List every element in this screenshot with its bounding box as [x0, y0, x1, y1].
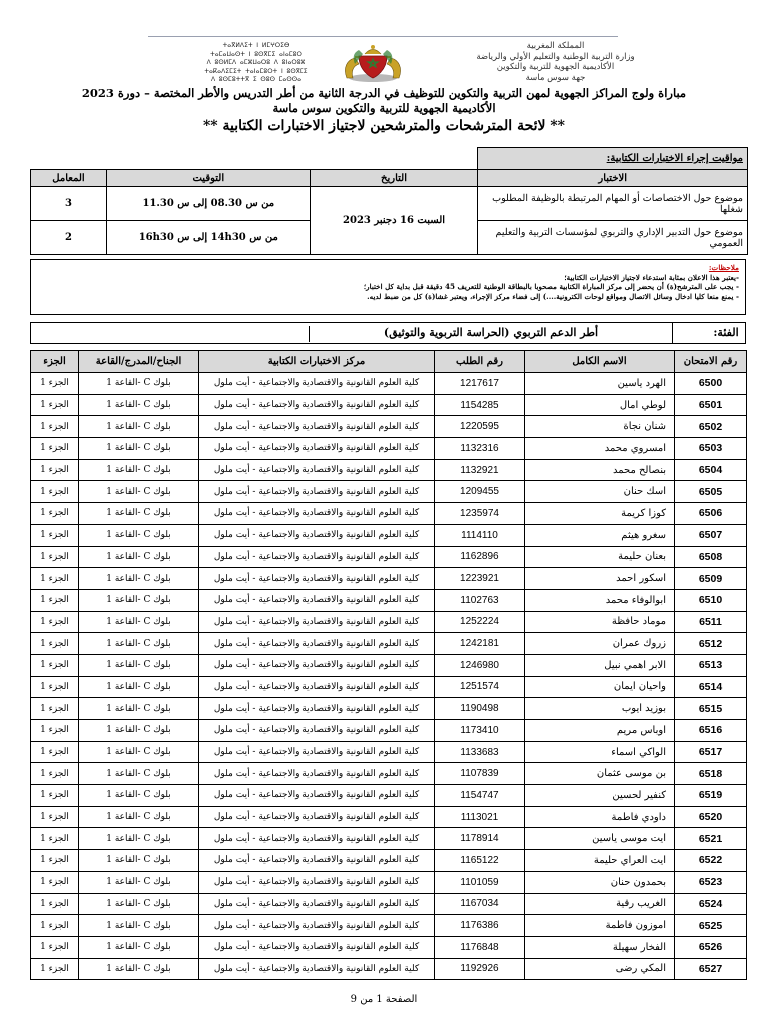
cell-center: كلية العلوم القانونية والاقتصادية والاجتماعية - أيت ملول	[199, 850, 435, 872]
cell-room: بلوك C -القاعة 1	[79, 654, 199, 676]
cell-name: امسروي محمد	[525, 438, 675, 460]
cell-part: الجزء 1	[31, 589, 79, 611]
cell-exam-no: 6526	[675, 936, 747, 958]
cell-app-no: 1251574	[435, 676, 525, 698]
cell-center: كلية العلوم القانونية والاقتصادية والاجتماعية - أيت ملول	[199, 394, 435, 416]
notes-title: ملاحظات:	[708, 263, 739, 272]
cell-part: الجزء 1	[31, 416, 79, 438]
cell-center: كلية العلوم القانونية والاقتصادية والاجتماعية - أيت ملول	[199, 871, 435, 893]
cell-center: كلية العلوم القانونية والاقتصادية والاجتماعية - أيت ملول	[199, 936, 435, 958]
cell-name: واحيان ايمان	[525, 676, 675, 698]
cell-app-no: 1235974	[435, 503, 525, 525]
table-row	[31, 611, 747, 633]
cell-app-no: 1132921	[435, 459, 525, 481]
cell-app-no: 1154747	[435, 785, 525, 807]
ministry-line: الأكاديمية الجهوية للتربية والتكوين	[496, 62, 615, 72]
cell-room: بلوك C -القاعة 1	[79, 481, 199, 503]
cell-room: بلوك C -القاعة 1	[79, 785, 199, 807]
cell-exam-no: 6522	[675, 850, 747, 872]
cell-center: كلية العلوم القانونية والاقتصادية والاجتماعية - أيت ملول	[199, 654, 435, 676]
cell-center: كلية العلوم القانونية والاقتصادية والاجتماعية - أيت ملول	[199, 611, 435, 633]
table-row	[31, 763, 747, 785]
table-row	[31, 850, 747, 872]
cell-center: كلية العلوم القانونية والاقتصادية والاجتماعية - أيت ملول	[199, 589, 435, 611]
cell-name: زروك عمران	[525, 633, 675, 655]
cell-exam-no: 6527	[675, 958, 747, 980]
cell-part: الجزء 1	[31, 785, 79, 807]
table-row	[31, 958, 747, 980]
cell-name: اسكور احمد	[525, 568, 675, 590]
cell-name: كوزا كريمة	[525, 503, 675, 525]
table-row	[31, 416, 747, 438]
tifinagh-line: ⵜⴰⴳⵍⴷⵉⵜ ⵏ ⵍⵎⵖⵔⵉⴱ	[222, 43, 290, 49]
ministry-line: وزارة التربية الوطنية والتعليم الأولي والرياضة	[476, 51, 635, 62]
schedule-coef-2: 2	[31, 221, 107, 255]
cell-part: الجزء 1	[31, 438, 79, 460]
cell-name: ايت العراي حليمة	[525, 850, 675, 872]
cell-room: بلوك C -القاعة 1	[79, 936, 199, 958]
cell-center: كلية العلوم القانونية والاقتصادية والاجتماعية - أيت ملول	[199, 459, 435, 481]
table-row	[31, 720, 747, 742]
cell-exam-no: 6516	[675, 720, 747, 742]
cell-app-no: 1101059	[435, 871, 525, 893]
cell-app-no: 1162896	[435, 546, 525, 568]
cell-app-no: 1252224	[435, 611, 525, 633]
cell-room: بلوك C -القاعة 1	[79, 871, 199, 893]
cell-app-no: 1102763	[435, 589, 525, 611]
cell-part: الجزء 1	[31, 546, 79, 568]
category-bar	[30, 322, 746, 344]
category-value: أطر الدعم التربوي (الحراسة التربوية والتوثيق)	[309, 326, 672, 342]
cell-center: كلية العلوم القانونية والاقتصادية والاجتماعية - أيت ملول	[199, 741, 435, 763]
ministry-line: جهة سوس ماسة	[525, 72, 586, 83]
cell-part: الجزء 1	[31, 915, 79, 937]
cell-exam-no: 6519	[675, 785, 747, 807]
tifinagh-line: ⴷ ⵓⵙⵎⵓⵜⵜⴳ ⵉ ⵙⵓⵙ ⵎⴰⵙⵙⴰ	[210, 77, 302, 84]
cell-room: بلوك C -القاعة 1	[79, 611, 199, 633]
header-ministry	[443, 41, 668, 83]
cell-app-no: 1173410	[435, 720, 525, 742]
table-row	[31, 741, 747, 763]
cell-exam-no: 6510	[675, 589, 747, 611]
table-row	[31, 698, 747, 720]
cell-room: بلوك C -القاعة 1	[79, 633, 199, 655]
cell-part: الجزء 1	[31, 741, 79, 763]
cell-center: كلية العلوم القانونية والاقتصادية والاجتماعية - أيت ملول	[199, 698, 435, 720]
table-row	[31, 568, 747, 590]
col-part: الجزء	[31, 351, 79, 373]
schedule-col-date: التاريخ	[310, 170, 478, 187]
cell-app-no: 1167034	[435, 893, 525, 915]
cell-center: كلية العلوم القانونية والاقتصادية والاجتماعية - أيت ملول	[199, 546, 435, 568]
cell-part: الجزء 1	[31, 763, 79, 785]
cell-exam-no: 6518	[675, 763, 747, 785]
cell-exam-no: 6509	[675, 568, 747, 590]
cell-exam-no: 6513	[675, 654, 747, 676]
cell-name: ايت موسى ياسين	[525, 828, 675, 850]
cell-part: الجزء 1	[31, 893, 79, 915]
table-row	[31, 394, 747, 416]
cell-part: الجزء 1	[31, 503, 79, 525]
cell-center: كلية العلوم القانونية والاقتصادية والاجتماعية - أيت ملول	[199, 806, 435, 828]
cell-exam-no: 6503	[675, 438, 747, 460]
cell-part: الجزء 1	[31, 676, 79, 698]
cell-part: الجزء 1	[31, 568, 79, 590]
cell-exam-no: 6505	[675, 481, 747, 503]
cell-part: الجزء 1	[31, 373, 79, 395]
cell-app-no: 1165122	[435, 850, 525, 872]
cell-name: سغرو هيثم	[525, 524, 675, 546]
cell-exam-no: 6524	[675, 893, 747, 915]
cell-app-no: 1133683	[435, 741, 525, 763]
cell-room: بلوك C -القاعة 1	[79, 763, 199, 785]
cell-name: بعنان حليمة	[525, 546, 675, 568]
cell-app-no: 1223921	[435, 568, 525, 590]
page-number: الصفحة 1 من 9	[350, 994, 418, 1005]
ministry-line: المملكة المغربية	[526, 41, 585, 51]
cell-exam-no: 6508	[675, 546, 747, 568]
cell-room: بلوك C -القاعة 1	[79, 589, 199, 611]
cell-name: الفخار سهيلة	[525, 936, 675, 958]
table-row	[31, 915, 747, 937]
cell-exam-no: 6512	[675, 633, 747, 655]
cell-center: كلية العلوم القانونية والاقتصادية والاجتماعية - أيت ملول	[199, 720, 435, 742]
cell-name: اموزون فاطمة	[525, 915, 675, 937]
cell-name: المكي رضى	[525, 958, 675, 980]
cell-name: الواكي اسماء	[525, 741, 675, 763]
cell-room: بلوك C -القاعة 1	[79, 394, 199, 416]
cell-part: الجزء 1	[31, 828, 79, 850]
cell-center: كلية العلوم القانونية والاقتصادية والاجتماعية - أيت ملول	[199, 416, 435, 438]
cell-part: الجزء 1	[31, 850, 79, 872]
cell-room: بلوك C -القاعة 1	[79, 958, 199, 980]
cell-room: بلوك C -القاعة 1	[79, 915, 199, 937]
candidates-body	[31, 373, 747, 980]
schedule-time-1: من س 08.30 إلى س 11.30	[106, 187, 310, 221]
cell-part: الجزء 1	[31, 459, 79, 481]
cell-room: بلوك C -القاعة 1	[79, 893, 199, 915]
schedule-time-2: من س 14h30 إلى س 16h30	[106, 221, 310, 255]
notes-box	[30, 259, 746, 315]
cell-exam-no: 6511	[675, 611, 747, 633]
col-name: الاسم الكامل	[525, 351, 675, 373]
cell-exam-no: 6517	[675, 741, 747, 763]
schedule-heading-spacer	[31, 148, 478, 170]
candidates-table	[30, 350, 747, 980]
table-row	[31, 373, 747, 395]
cell-app-no: 1178914	[435, 828, 525, 850]
cell-part: الجزء 1	[31, 720, 79, 742]
cell-app-no: 1242181	[435, 633, 525, 655]
cell-app-no: 1176386	[435, 915, 525, 937]
schedule-exam-1: موضوع حول الاختصاصات أو المهام المرتبطة بالوظيفة المطلوب شغلها	[478, 187, 748, 221]
tifinagh-line: ⴷ ⵓⵙⵍⵎⴷ ⴰⵎⵣⵡⴰⵔⵓ ⴷ ⵓⵏⴰⵔⵓⵣ	[206, 60, 306, 67]
cell-exam-no: 6502	[675, 416, 747, 438]
table-row	[31, 546, 747, 568]
schedule-heading: مواقيت إجراء الاختبارات الكتابية:	[478, 148, 748, 170]
cell-room: بلوك C -القاعة 1	[79, 438, 199, 460]
cell-name: اسك حنان	[525, 481, 675, 503]
cell-part: الجزء 1	[31, 611, 79, 633]
cell-room: بلوك C -القاعة 1	[79, 546, 199, 568]
cell-name: الابر اهمي نبيل	[525, 654, 675, 676]
cell-name: اوباس مريم	[525, 720, 675, 742]
cell-room: بلوك C -القاعة 1	[79, 828, 199, 850]
cell-part: الجزء 1	[31, 936, 79, 958]
cell-room: بلوك C -القاعة 1	[79, 850, 199, 872]
cell-app-no: 1246980	[435, 654, 525, 676]
cell-center: كلية العلوم القانونية والاقتصادية والاجتماعية - أيت ملول	[199, 373, 435, 395]
cell-app-no: 1114110	[435, 524, 525, 546]
cell-exam-no: 6500	[675, 373, 747, 395]
cell-name: لوطي امال	[525, 394, 675, 416]
cell-center: كلية العلوم القانونية والاقتصادية والاجتماعية - أيت ملول	[199, 893, 435, 915]
cell-center: كلية العلوم القانونية والاقتصادية والاجتماعية - أيت ملول	[199, 481, 435, 503]
page-title: ** لائحة المترشحات والمترشحين لاجتياز الاختبارات الكتابية **	[202, 118, 566, 134]
table-row	[31, 893, 747, 915]
category-label: الفئة:	[713, 326, 739, 339]
table-row	[31, 589, 747, 611]
cell-center: كلية العلوم القانونية والاقتصادية والاجتماعية - أيت ملول	[199, 568, 435, 590]
cell-part: الجزء 1	[31, 481, 79, 503]
cell-part: الجزء 1	[31, 524, 79, 546]
schedule-col-exam: الاختبار	[478, 170, 748, 187]
cell-name: بوزيد ايوب	[525, 698, 675, 720]
cell-exam-no: 6520	[675, 806, 747, 828]
schedule-table	[30, 147, 748, 255]
table-row	[31, 785, 747, 807]
cell-center: كلية العلوم القانونية والاقتصادية والاجتماعية - أيت ملول	[199, 763, 435, 785]
category-divider	[672, 323, 673, 343]
cell-name: داودي فاطمة	[525, 806, 675, 828]
col-exam-no: رقم الامتحان	[675, 351, 747, 373]
note-item: - يمنع منعا كليا ادخال وسائل الاتصال ومواقع لوحات الكترونية....) إلى فضاء مركز الإجراء، ويعتبر غشا(ة) كل من ضبط لديه.	[367, 291, 739, 301]
cell-part: الجزء 1	[31, 633, 79, 655]
col-room: الجناح/المدرج/القاعة	[79, 351, 199, 373]
schedule-col-coef: المعامل	[31, 170, 107, 187]
cell-center: كلية العلوم القانونية والاقتصادية والاجتماعية - أيت ملول	[199, 958, 435, 980]
table-row	[31, 503, 747, 525]
table-header-row	[31, 351, 747, 373]
table-row	[31, 936, 747, 958]
col-app-no: رقم الطلب	[435, 351, 525, 373]
cell-part: الجزء 1	[31, 958, 79, 980]
cell-center: كلية العلوم القانونية والاقتصادية والاجتماعية - أيت ملول	[199, 676, 435, 698]
cell-center: كلية العلوم القانونية والاقتصادية والاجتماعية - أيت ملول	[199, 503, 435, 525]
cell-name: بحمدون حنان	[525, 871, 675, 893]
cell-part: الجزء 1	[31, 654, 79, 676]
table-row	[31, 633, 747, 655]
cell-exam-no: 6525	[675, 915, 747, 937]
cell-room: بلوك C -القاعة 1	[79, 503, 199, 525]
cell-app-no: 1220595	[435, 416, 525, 438]
cell-exam-no: 6507	[675, 524, 747, 546]
cell-app-no: 1190498	[435, 698, 525, 720]
cell-name: كنفير لحسين	[525, 785, 675, 807]
note-item: - يجب على المترشح(ة) أن يحضر إلى مركز المباراة الكتابية مصحوبا بالبطاقة الوطنية للتعريف 45 دقيقة قبل بداية كل اختبار؛	[363, 282, 739, 291]
cell-room: بلوك C -القاعة 1	[79, 373, 199, 395]
cell-name: ابوالوفاء محمد	[525, 589, 675, 611]
cell-center: كلية العلوم القانونية والاقتصادية والاجتماعية - أيت ملول	[199, 785, 435, 807]
cell-part: الجزء 1	[31, 698, 79, 720]
schedule-col-time: التوقيت	[106, 170, 310, 187]
title-line-2: الأكاديمية الجهوية للتربية والتكوين سوس ماسة	[272, 101, 496, 115]
schedule-exam-2: موضوع حول التدبير الإداري والتربوي لمؤسسات التربية والتعليم العمومي	[478, 221, 748, 255]
cell-name: موماد حافظة	[525, 611, 675, 633]
cell-app-no: 1107839	[435, 763, 525, 785]
cell-room: بلوك C -القاعة 1	[79, 416, 199, 438]
cell-name: بنصالح محمد	[525, 459, 675, 481]
title-line-1: مباراة ولوج المراكز الجهوية لمهن التربية والتكوين للتوظيف في الدرجة الثانية من أطر التدريس والأطر المختصة – دورة 2023	[81, 86, 687, 100]
cell-app-no: 1217617	[435, 373, 525, 395]
cell-exam-no: 6514	[675, 676, 747, 698]
cell-exam-no: 6504	[675, 459, 747, 481]
cell-room: بلوك C -القاعة 1	[79, 698, 199, 720]
cell-part: الجزء 1	[31, 394, 79, 416]
cell-center: كلية العلوم القانونية والاقتصادية والاجتماعية - أيت ملول	[199, 915, 435, 937]
cell-part: الجزء 1	[31, 871, 79, 893]
cell-app-no: 1192926	[435, 958, 525, 980]
table-row	[31, 676, 747, 698]
cell-exam-no: 6515	[675, 698, 747, 720]
cell-center: كلية العلوم القانونية والاقتصادية والاجتماعية - أيت ملول	[199, 828, 435, 850]
tifinagh-line: ⵜⴰⴽⴰⴷⵉⵎⵉⵜ ⵜⴰⵏⴰⵎⵓⵔⵜ ⵏ ⵓⵙⴳⵎⵉ	[204, 68, 308, 75]
coat-of-arms-icon	[337, 34, 409, 84]
cell-room: بلوك C -القاعة 1	[79, 524, 199, 546]
schedule-date: السبت 16 دجنبر 2023	[310, 187, 478, 255]
tifinagh-line: ⵜⴰⵎⴰⵡⴰⵙⵜ ⵏ ⵓⵙⴳⵎⵉ ⴰⵏⴰⵎⵓⵔ	[210, 51, 302, 58]
cell-room: بلوك C -القاعة 1	[79, 459, 199, 481]
cell-app-no: 1209455	[435, 481, 525, 503]
cell-exam-no: 6521	[675, 828, 747, 850]
cell-center: كلية العلوم القانونية والاقتصادية والاجتماعية - أيت ملول	[199, 438, 435, 460]
cell-app-no: 1132316	[435, 438, 525, 460]
cell-center: كلية العلوم القانونية والاقتصادية والاجتماعية - أيت ملول	[199, 633, 435, 655]
table-row	[31, 806, 747, 828]
cell-part: الجزء 1	[31, 806, 79, 828]
col-center: مركز الاختبارات الكتابية	[199, 351, 435, 373]
cell-name: بن موسى عثمان	[525, 763, 675, 785]
schedule-coef-1: 3	[31, 187, 107, 221]
cell-room: بلوك C -القاعة 1	[79, 568, 199, 590]
table-row	[31, 524, 747, 546]
cell-room: بلوك C -القاعة 1	[79, 676, 199, 698]
cell-app-no: 1154285	[435, 394, 525, 416]
cell-center: كلية العلوم القانونية والاقتصادية والاجتماعية - أيت ملول	[199, 524, 435, 546]
header-tifinagh	[197, 42, 315, 85]
cell-name: شنان نجاة	[525, 416, 675, 438]
table-row	[31, 828, 747, 850]
table-row	[31, 654, 747, 676]
cell-name: الغريب رقية	[525, 893, 675, 915]
cell-name: الهرد ياسين	[525, 373, 675, 395]
table-row	[31, 459, 747, 481]
cell-room: بلوك C -القاعة 1	[79, 806, 199, 828]
cell-app-no: 1113021	[435, 806, 525, 828]
table-row	[31, 481, 747, 503]
table-row	[31, 438, 747, 460]
cell-exam-no: 6501	[675, 394, 747, 416]
cell-app-no: 1176848	[435, 936, 525, 958]
cell-room: بلوك C -القاعة 1	[79, 720, 199, 742]
cell-exam-no: 6506	[675, 503, 747, 525]
cell-room: بلوك C -القاعة 1	[79, 741, 199, 763]
note-item: -يعتبر هذا الاعلان بمثابة استدعاء لاجتياز الاختبارات الكتابية؛	[564, 272, 739, 282]
table-row	[31, 871, 747, 893]
cell-exam-no: 6523	[675, 871, 747, 893]
